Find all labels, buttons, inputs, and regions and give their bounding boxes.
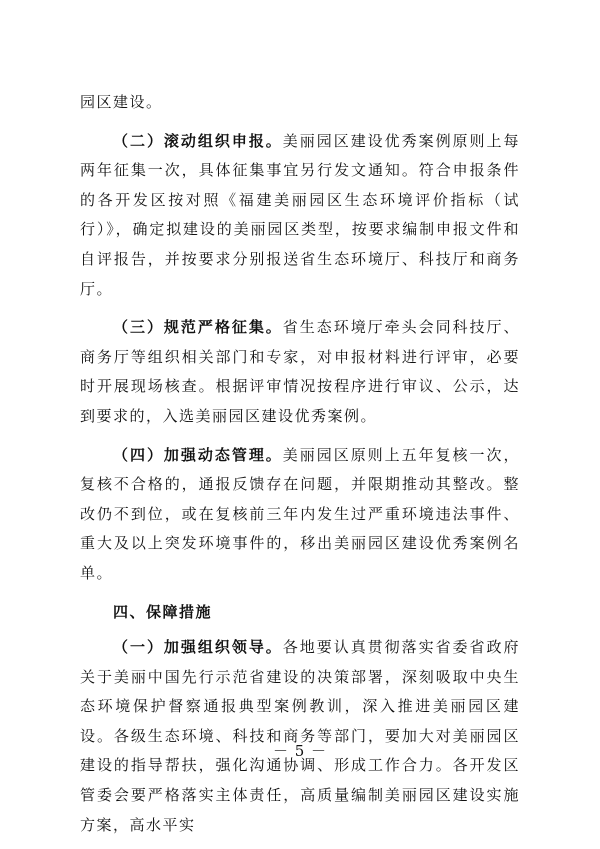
page-number: － 5 －	[272, 742, 328, 760]
section-heading-text: 四、保障措施	[113, 602, 213, 621]
paragraph-text: 各地要认真贯彻落实省委省政府关于美丽中国先行示范省建设的决策部署，深刻吸取中央生态环境保护督察通报典型案例教训，深入推进美丽园区建设。各级生态环境、科技和商务等部门，要加大对美丽园区建设的指导帮扶，强化沟通协调、形成工作合力。各开发区管委会要严格落实主体责任，高质量编制美丽园区建设实施方案，高水平实	[80, 638, 520, 834]
paragraph-heading: （三）规范严格征集。	[113, 318, 283, 337]
paragraph-organizational-leadership	[80, 633, 520, 840]
paragraph-text: 美丽园区建设优秀案例原则上每两年征集一次，具体征集事宜另行发文通知。符合申报条件的各开发区按对照《福建美丽园区生态环境评价指标（试行）》，确定拟建设的美丽园区类型，按要求编制申报文件和自评报告，并按要求分别报送省生态环境厅、科技厅和商务厅。	[80, 131, 520, 298]
paragraph-rolling-application	[80, 127, 520, 305]
paragraph-standard-collection	[80, 313, 520, 431]
paragraph-text: 省生态环境厅牵头会同科技厅、商务厅等组织相关部门和专家，对申报材料进行评审，必要时开展现场核查。根据评审情况按程序进行审议、公示，达到要求的，入选美丽园区建设优秀案例。	[80, 318, 520, 425]
paragraph-heading: （二）滚动组织申报。	[113, 131, 283, 150]
paragraph-dynamic-management	[80, 441, 520, 589]
paragraph-text: 美丽园区原则上五年复核一次，复核不合格的，通报反馈存在问题，并限期推动其整改。整改仍不到位，或在复核前三年内发生过严重环境违法事件、重大及以上突发环境事件的，移出美丽园区建设优秀案例名单。	[80, 445, 520, 582]
paragraph-continuation	[80, 88, 520, 118]
paragraph-heading: （四）加强动态管理。	[113, 445, 283, 464]
document-body	[80, 88, 520, 849]
section-heading-safeguards	[80, 598, 520, 628]
paragraph-heading: （一）加强组织领导。	[113, 638, 283, 657]
paragraph-text: 园区建设。	[80, 93, 163, 111]
